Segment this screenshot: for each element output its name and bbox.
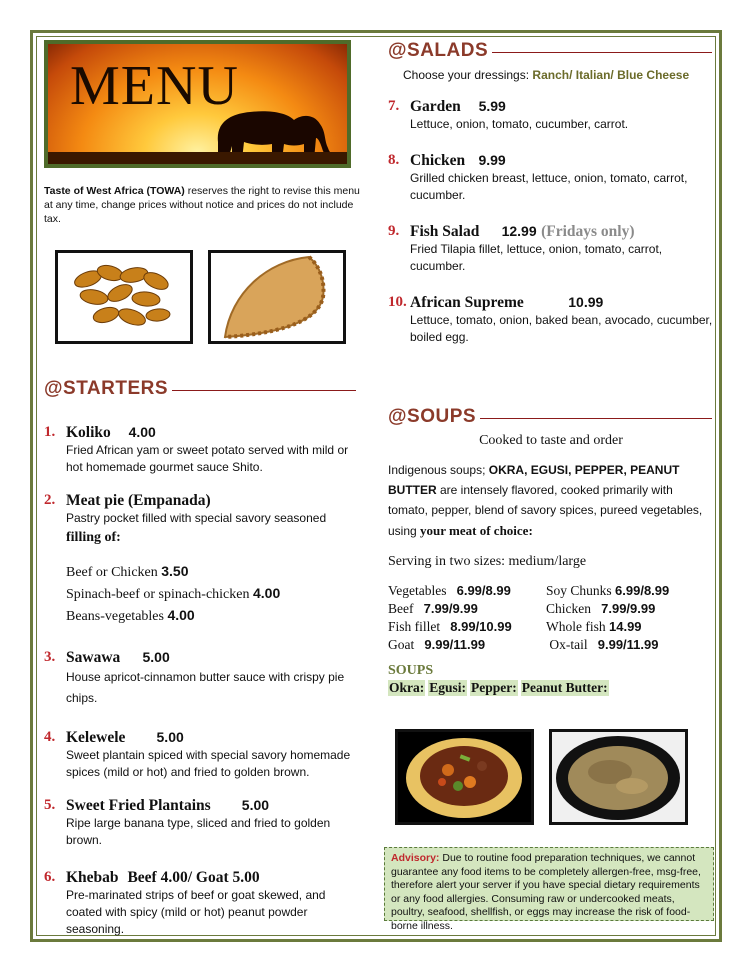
item-number: 6. <box>44 869 56 885</box>
item-number: 7. <box>388 98 400 114</box>
option-label: Beans-vegetables <box>66 609 164 624</box>
item-number: 10. <box>388 294 407 310</box>
item-description: Grilled chicken breast, lettuce, onion, tomato, carrot, cucumber. <box>410 171 688 202</box>
table-row <box>388 636 688 654</box>
item-number: 1. <box>44 424 56 440</box>
soup-type: Pepper: <box>471 680 517 695</box>
item-description: Pastry pocket filled with special savory seasoned <box>66 511 327 525</box>
item-name: Koliko <box>66 424 111 441</box>
option-price: 4.00 <box>167 607 195 623</box>
soup-types-label: SOUPS <box>388 663 434 678</box>
item-description-bold: filling of: <box>66 530 121 545</box>
item-name: Sweet Fried Plantains <box>66 797 211 814</box>
starter-item-meat-pie <box>44 492 364 627</box>
soup-label: Vegetables <box>388 583 447 598</box>
item-name: Fish Salad <box>410 223 480 240</box>
dressings-line <box>388 68 714 82</box>
item-number: 9. <box>388 223 400 239</box>
soups-intro-a: Indigenous soups; <box>388 463 489 477</box>
soup-price: 7.99/9.99 <box>423 601 478 616</box>
salad-item-fish <box>388 223 714 275</box>
soup-price: 9.99/11.99 <box>597 637 659 652</box>
soups-intro-bold: OKRA, EGUSI, PEPPER, PEANUT BUTTER <box>388 463 680 497</box>
item-name: Meat pie (Empanada) <box>66 492 211 509</box>
dressings-label: Choose your dressings: <box>403 68 533 82</box>
item-number: 4. <box>44 729 56 745</box>
item-price: 9.99 <box>478 152 506 168</box>
soup-label: Goat <box>388 637 415 652</box>
ground-silhouette <box>48 152 347 164</box>
fried-plantains-photo <box>55 250 193 344</box>
salads-heading <box>388 40 712 62</box>
soup-price: 7.99/9.99 <box>601 601 656 616</box>
item-note: (Fridays only) <box>541 223 635 240</box>
sunset-image <box>48 44 347 164</box>
item-price: 5.99 <box>478 98 506 114</box>
soups-price-table <box>388 582 688 654</box>
stew-bowl-photo <box>395 729 534 825</box>
item-name: Kelewele <box>66 729 126 746</box>
table-row <box>388 600 688 618</box>
advisory-notice <box>384 847 714 932</box>
right-column <box>388 40 714 696</box>
soups-intro <box>388 460 712 541</box>
item-description: Fried Tilapia fillet, lettuce, onion, tomato, carrot, cucumber. <box>410 242 663 273</box>
item-name: Sawawa <box>66 649 121 666</box>
soup-label: Ox-tail <box>549 637 588 652</box>
soup-price: 6.99/8.99 <box>615 583 670 598</box>
soup-label: Fish fillet <box>388 619 441 634</box>
starters-heading <box>44 378 356 400</box>
meat-pie-photo <box>208 250 346 344</box>
item-name: African Supreme <box>410 294 524 311</box>
egusi-soup-photo <box>549 729 688 825</box>
table-row <box>388 582 688 600</box>
option-label: Spinach-beef or spinach-chicken <box>66 587 250 602</box>
salad-item-garden <box>388 98 714 133</box>
soup-types <box>388 680 714 696</box>
item-price: 5.00 <box>142 649 170 665</box>
soup-type: Egusi: <box>429 680 467 695</box>
soup-label: Soy Chunks <box>546 583 612 598</box>
menu-title: MENU <box>70 55 239 117</box>
item-price-text: Beef 4.00/ Goat 5.00 <box>127 869 260 886</box>
starter-item-koliko <box>44 424 364 476</box>
item-name: Chicken <box>410 152 466 169</box>
item-description: Ripe large banana type, sliced and fried to golden brown. <box>66 816 331 847</box>
item-description: Pre-marinated strips of beef or goat skewed, and coated with spicy (mild or hot) peanut powder seasoning. <box>66 888 326 936</box>
item-price: 5.00 <box>241 797 270 813</box>
heading-rule <box>492 52 712 53</box>
item-description: Lettuce, onion, tomato, cucumber, carrot. <box>410 117 629 131</box>
soups-intro-c: your meat of choice: <box>420 523 533 538</box>
item-description: House apricot-cinnamon butter sauce with crispy pie chips. <box>66 670 345 705</box>
item-description: Sweet plantain spiced with special savory homemade spices (mild or hot) and fried to golden brown. <box>66 748 351 779</box>
item-description: Fried African yam or sweet potato served with mild or hot homemade gourmet sauce Shito. <box>66 443 349 474</box>
advisory-text: Due to routine food preparation techniques, we cannot guarantee any food items to be completely allergen-free, msg-free, therefore alert your server if you have special dietary requirements or any food allergies. Consuming raw or undercooked meats, poultry, seafood, shellfish, or eggs may increase the risk of food-borne illness. <box>391 852 701 932</box>
option-label: Beef or Chicken <box>66 565 158 580</box>
item-name: Garden <box>410 98 461 115</box>
salad-item-chicken <box>388 152 714 204</box>
item-number: 3. <box>44 649 56 665</box>
item-description: Lettuce, tomato, onion, baked bean, avocado, cucumber, boiled egg. <box>410 313 713 344</box>
starter-item-khebab <box>44 869 364 938</box>
soup-type: Peanut Butter: <box>521 680 608 695</box>
dressings-options: Ranch/ Italian/ Blue Cheese <box>532 68 690 82</box>
soup-label: Beef <box>388 601 414 616</box>
disclaimer <box>44 184 364 226</box>
starter-item-sawawa <box>44 649 364 709</box>
soup-price: 8.99/10.99 <box>450 619 512 634</box>
brand-name: Taste of West Africa (TOWA) <box>44 185 185 197</box>
disclaimer-text: reserves the right to revise this menu at any time, change prices without notice and prices do not include tax. <box>44 185 360 225</box>
meat-pie-option <box>66 561 364 583</box>
advisory-label: Advisory: <box>391 852 440 864</box>
meat-pie-option <box>66 605 364 627</box>
menu-banner <box>44 40 351 168</box>
table-row <box>388 618 688 636</box>
soup-price: 9.99/11.99 <box>424 637 486 652</box>
left-column <box>44 40 364 938</box>
item-price: 10.99 <box>568 294 604 310</box>
item-name: Khebab <box>66 869 119 886</box>
option-price: 4.00 <box>252 585 281 601</box>
item-price: 12.99 <box>501 223 537 239</box>
heading-rule <box>480 418 712 419</box>
heading-rule <box>172 390 356 391</box>
item-number: 8. <box>388 152 400 168</box>
item-number: 5. <box>44 797 56 813</box>
starter-item-sweet-fried-plantains <box>44 797 364 849</box>
option-price: 3.50 <box>161 563 189 579</box>
soup-price: 14.99 <box>609 619 642 634</box>
meat-pie-option <box>66 583 364 605</box>
item-price: 5.00 <box>156 729 184 745</box>
soup-price: 6.99/8.99 <box>456 583 511 598</box>
soups-intro-b: are intensely flavored, cooked primarily with tomato, pepper, blend of savory spices, pureed vegetables, using <box>388 483 703 538</box>
starter-item-kelewele <box>44 729 364 781</box>
soup-label: Whole fish <box>546 619 606 634</box>
item-number: 2. <box>44 492 56 508</box>
salads-heading-text: @SALADS <box>388 40 489 61</box>
soups-heading-text: @SOUPS <box>388 406 477 427</box>
soup-label: Chicken <box>546 601 591 616</box>
starter-photos <box>44 250 364 350</box>
salad-item-african-supreme <box>388 294 714 346</box>
soups-subtitle: Cooked to taste and order <box>479 433 623 448</box>
soup-type: Okra: <box>389 680 425 695</box>
soups-heading <box>388 406 712 428</box>
soups-sizes: Serving in two sizes: medium/large <box>388 554 587 569</box>
item-price: 4.00 <box>128 424 156 440</box>
starters-heading-text: @STARTERS <box>44 378 169 399</box>
